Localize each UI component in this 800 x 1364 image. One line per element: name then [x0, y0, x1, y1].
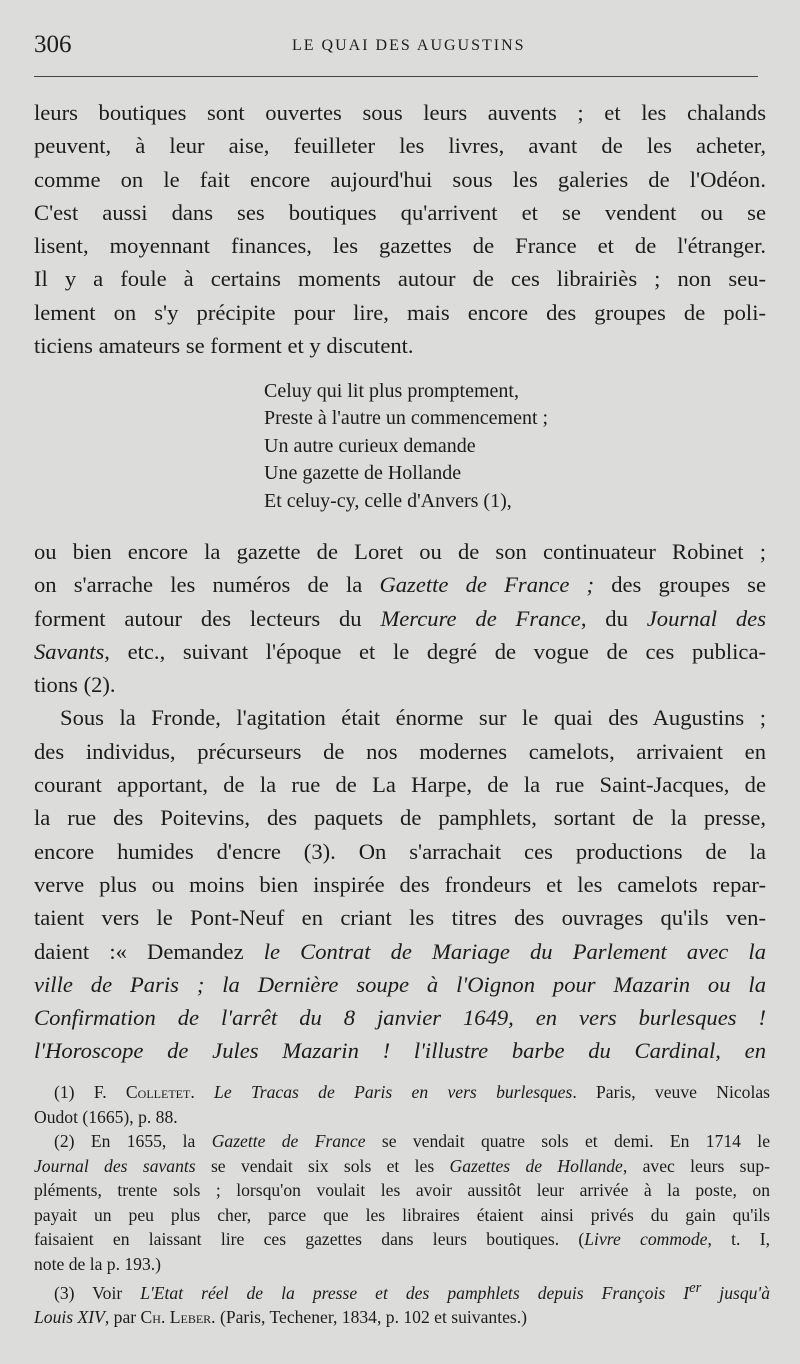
- text-line: des individus, précurseurs de nos modernes camelots, arrivaient en: [34, 738, 766, 764]
- footnote-line: payait un peu plus cher, parce que les libraires étaient ainsi privés du gain qu'ils: [34, 1204, 770, 1225]
- text-line: lement on s'y précipite pour lire, mais encore des groupes de poli-: [34, 299, 766, 325]
- text-line: daient :« Demandez le Contrat de Mariage du Parlement avec la: [34, 938, 767, 964]
- text-line: peuvent, à leur aise, feuilleter les livres, avant de les acheter,: [34, 133, 766, 159]
- verse-line: Une gazette de Hollande: [264, 462, 462, 485]
- footnote-line: Louis XIV, par Ch. Leber. (Paris, Techener, 1834, p. 102 et suivantes.): [34, 1307, 527, 1328]
- text-line: verve plus ou moins bien inspirée des frondeurs et les camelots repar-: [34, 871, 766, 897]
- footnote-3: (3) Voir L'Etat réel de la presse et des pamphlets depuis François Ier jusqu'à: [54, 1280, 770, 1303]
- text-line: lisent, moyennant finances, les gazettes de France et de l'étranger.: [34, 233, 766, 259]
- text-line: Savants, etc., suivant l'époque et le degré de vogue de ces publica-: [34, 638, 766, 664]
- text-line: la rue des Poitevins, des paquets de pamphlets, sortant de la presse,: [34, 805, 766, 831]
- text-line: leurs boutiques sont ouvertes sous leurs auvents ; et les chalands: [34, 100, 766, 125]
- footnote-1: (1) F. Colletet. Le Tracas de Paris en vers burlesques. Paris, veuve Nicolas: [54, 1082, 770, 1102]
- text-line: ou bien encore la gazette de Loret ou de son continuateur Robinet ;: [34, 539, 766, 564]
- verse-line: Un autre curieux demande: [264, 434, 476, 457]
- text-line: ville de Paris ; la Dernière soupe à l'Oignon pour Mazarin ou la: [34, 971, 766, 997]
- footnote-2: (2) En 1655, la Gazette de France se vendait quatre sols et demi. En 1714 le: [54, 1131, 771, 1151]
- text-line: C'est aussi dans ses boutiques qu'arrivent et se vendent ou se: [34, 199, 766, 225]
- text-line: forment autour des lecteurs du Mercure de France, du Journal des: [34, 605, 766, 631]
- text-line: tions (2).: [34, 672, 116, 698]
- header-rule: [34, 76, 758, 77]
- verse-line: Et celuy-cy, celle d'Anvers (1),: [264, 489, 512, 512]
- paragraph-2-and-3: [34, 535, 766, 1068]
- footnote-line: Journal des savants se vendait six sols et les Gazettes de Hollande, avec leurs sup-: [34, 1155, 770, 1176]
- text-line: encore humides d'encre (3). On s'arrachait ces productions de la: [34, 838, 766, 864]
- paragraph-1: [34, 96, 766, 362]
- verse-line: Preste à l'autre un commencement ;: [264, 407, 549, 430]
- text-line: Il y a foule à certains moments autour de ces librairiès ; non seu-: [34, 266, 766, 292]
- footnotes: [34, 1080, 770, 1330]
- footnote-line: faisaient en laissant lire ces gazettes dans leurs boutiques. (Livre commode, t. I,: [34, 1229, 770, 1249]
- verse-line: Celuy qui lit plus promptement,: [264, 380, 519, 402]
- text-line: taient vers le Pont-Neuf en criant les titres des ouvrages qu'ils ven-: [34, 905, 766, 931]
- verse-quotation: [264, 378, 548, 515]
- text-line: Sous la Fronde, l'agitation était énorme sur le quai des Augustins ;: [60, 705, 766, 731]
- text-line: comme on le fait encore aujourd'hui sous les galeries de l'Odéon.: [34, 166, 766, 192]
- text-line: Confirmation de l'arrêt du 8 janvier 1649, en vers burlesques !: [34, 1005, 766, 1031]
- page-header: [34, 30, 770, 64]
- text-line: on s'arrache les numéros de la Gazette de France ; des groupes se: [34, 572, 767, 598]
- running-title: LE QUAI DES AUGUSTINS: [292, 37, 526, 54]
- text-line: ticiens amateurs se forment et y discutent.: [34, 333, 414, 359]
- footnote-line: pléments, trente sols ; lorsqu'on voulait les avoir aussitôt leur arrivée à la poste, on: [34, 1180, 770, 1200]
- footnote-line: note de la p. 193.): [34, 1253, 162, 1274]
- text-line: l'Horoscope de Jules Mazarin ! l'illustre barbe du Cardinal, en: [34, 1038, 766, 1064]
- footnote-line: Oudot (1665), p. 88.: [34, 1106, 178, 1127]
- text-line: courant apportant, de la rue de La Harpe, de la rue Saint-Jacques, de: [34, 772, 766, 798]
- page-number: 306: [34, 31, 72, 58]
